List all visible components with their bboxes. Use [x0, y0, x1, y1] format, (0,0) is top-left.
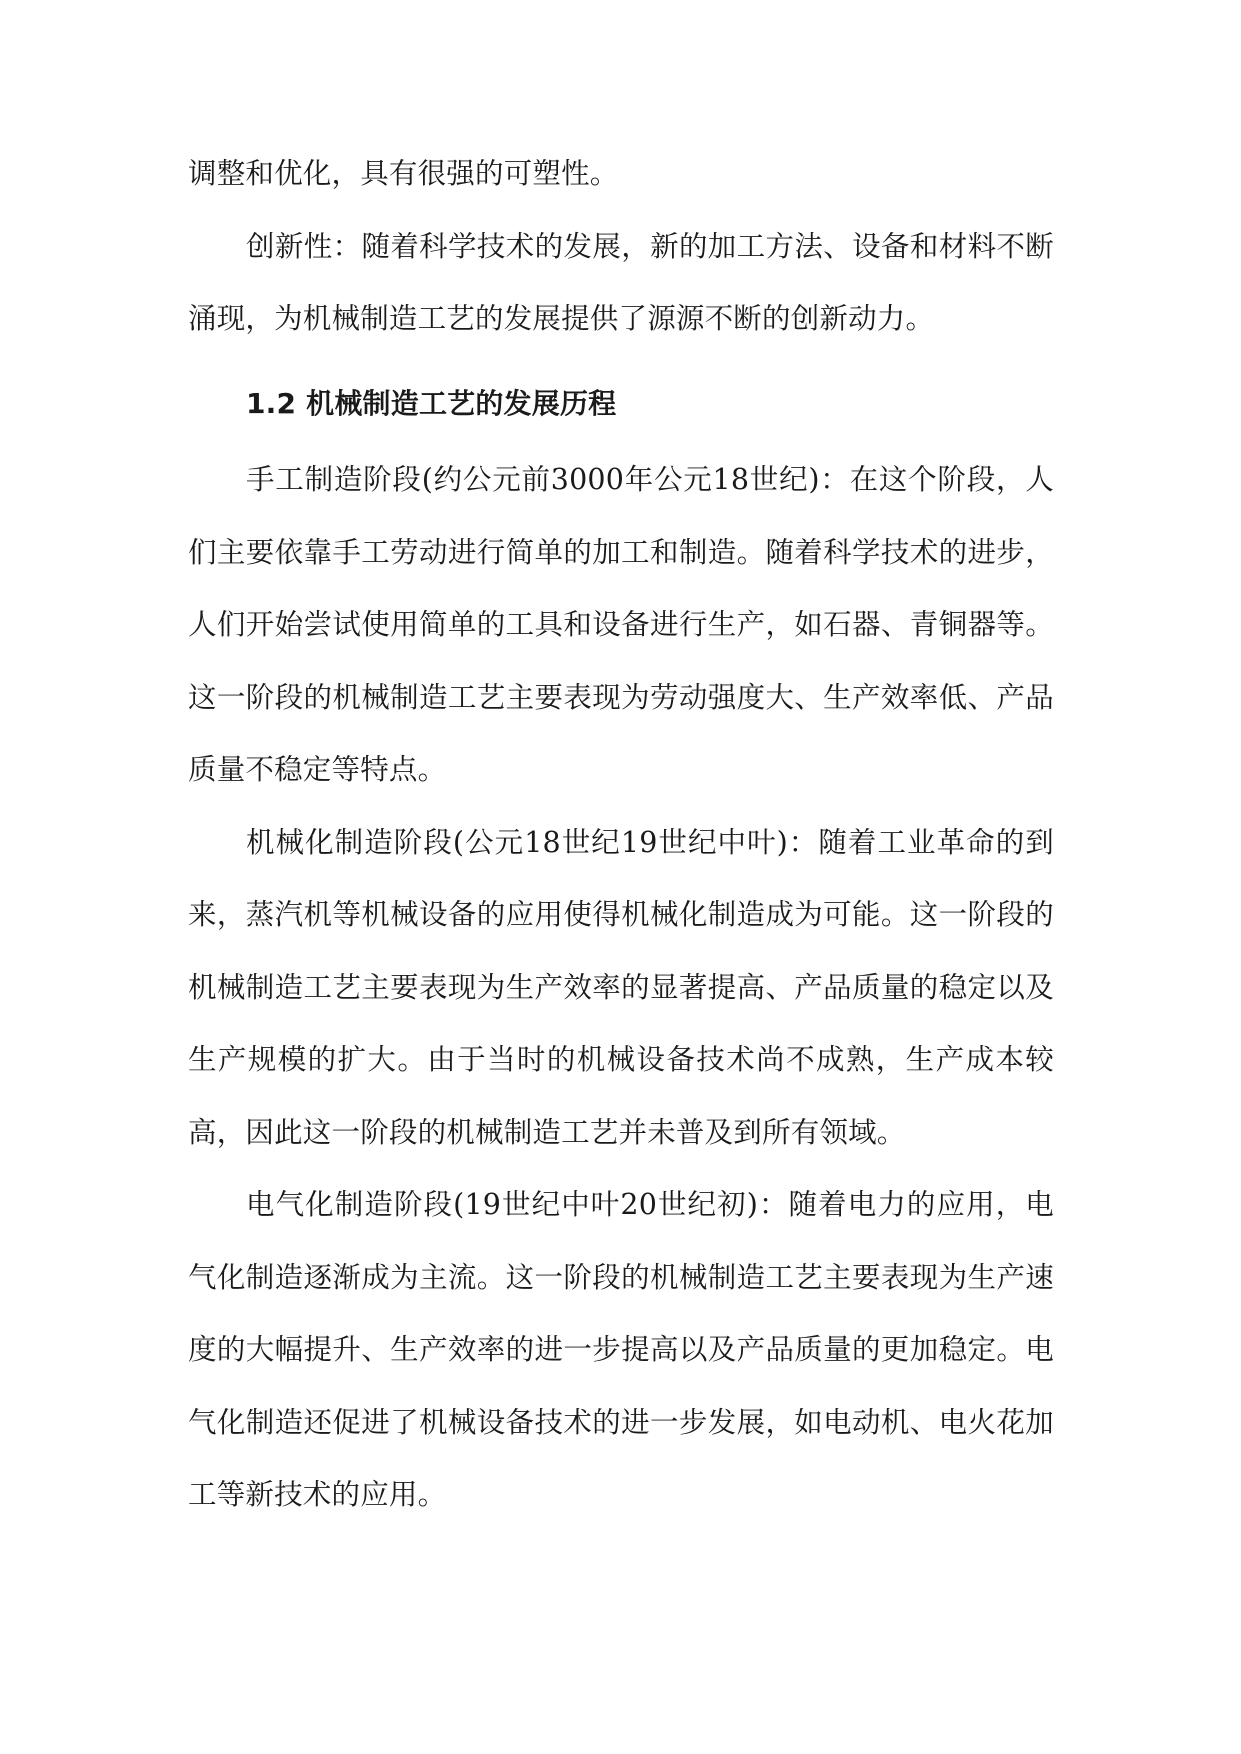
paragraph-mechanization-stage: 机械化制造阶段(公元18世纪19世纪中叶)：随着工业革命的到来，蒸汽机等机械设备的应用使得机械化制造成为可能。这一阶段的机械制造工艺主要表现为生产效率的显著提高、产品质量的稳定以及生产规模的扩大。由于当时的机械设备技术尚不成熟，生产成本较高，因此这一阶段的机械制造工艺并未普及到所有领域。 — [188, 825, 1054, 1149]
document-body — [188, 138, 1054, 1532]
section-heading: 1.2 机械制造工艺的发展历程 — [246, 386, 617, 420]
paragraph-innovation: 创新性：随着科学技术的发展，新的加工方法、设备和材料不断涌现，为机械制造工艺的发展提供了源源不断的创新动力。 — [188, 229, 1054, 335]
spacer — [188, 356, 1054, 368]
paragraph-electrification-stage: 电气化制造阶段(19世纪中叶20世纪初)：随着电力的应用，电气化制造逐渐成为主流。这一阶段的机械制造工艺主要表现为生产速度的大幅提升、生产效率的进一步提高以及产品质量的更加稳定。电气化制造还促进了机械设备技术的进一步发展，如电动机、电火花加工等新技术的应用。 — [188, 1188, 1054, 1511]
paragraph-manual-stage: 手工制造阶段(约公元前3000年公元18世纪)：在这个阶段，人们主要依靠手工劳动进行简单的加工和制造。随着科学技术的进步，人们开始尝试使用简单的工具和设备进行生产，如石器、青铜器等。这一阶段的机械制造工艺主要表现为劳动强度大、生产效率低、产品质量不稳定等特点。 — [188, 463, 1054, 786]
paragraph-continuation: 调整和优化，具有很强的可塑性。 — [188, 157, 619, 190]
